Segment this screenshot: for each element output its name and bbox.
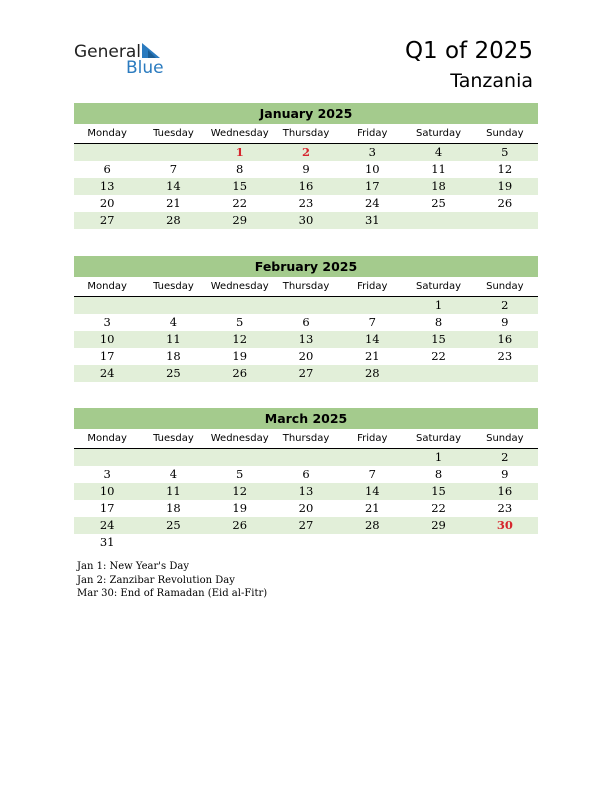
day-cell: 28 bbox=[166, 213, 181, 227]
weekday-label: Wednesday bbox=[210, 128, 269, 139]
day-cell bbox=[74, 144, 140, 161]
logo-text-blue: Blue bbox=[126, 58, 164, 78]
day-cell: 5 bbox=[236, 315, 244, 329]
day-cell: 30 bbox=[298, 213, 314, 227]
day-cell: 5 bbox=[236, 467, 244, 481]
day-cell: 21 bbox=[364, 349, 380, 363]
holiday-notes bbox=[77, 560, 267, 601]
week-row bbox=[74, 500, 538, 517]
month-title: March 2025 bbox=[74, 408, 538, 429]
day-cell: 10 bbox=[364, 162, 380, 176]
day-cell bbox=[74, 449, 140, 466]
day-cell: 19 bbox=[232, 349, 248, 363]
day-cell: 13 bbox=[99, 179, 115, 193]
day-cell: 14 bbox=[364, 332, 380, 346]
weekday-label: Thursday bbox=[282, 281, 330, 292]
week-row bbox=[74, 331, 538, 348]
day-cell bbox=[273, 297, 339, 314]
day-cell: 12 bbox=[497, 162, 513, 176]
day-cell bbox=[472, 534, 538, 551]
day-cell bbox=[472, 365, 538, 382]
day-cell: 15 bbox=[232, 179, 248, 193]
day-cell: 16 bbox=[497, 484, 513, 498]
day-cell: 9 bbox=[501, 467, 509, 481]
week-row bbox=[74, 314, 538, 331]
day-cell: 19 bbox=[232, 501, 248, 515]
day-cell: 16 bbox=[497, 332, 513, 346]
day-cell: 12 bbox=[232, 332, 248, 346]
day-cell: 2 bbox=[501, 298, 509, 312]
month-title: January 2025 bbox=[74, 103, 538, 124]
week-row bbox=[74, 483, 538, 500]
weekday-label: Sunday bbox=[486, 128, 524, 139]
weekday-label: Friday bbox=[357, 433, 388, 444]
day-cell: 25 bbox=[166, 518, 181, 532]
day-cell bbox=[472, 212, 538, 229]
day-cell: 4 bbox=[434, 145, 443, 159]
day-cell: 1 bbox=[434, 298, 443, 312]
day-cell: 18 bbox=[166, 349, 181, 363]
day-cell bbox=[74, 297, 140, 314]
day-cell bbox=[405, 365, 471, 382]
holiday-day-cell: 30 bbox=[496, 518, 513, 532]
month-calendar-february bbox=[74, 256, 538, 382]
day-cell bbox=[207, 534, 273, 551]
day-cell: 24 bbox=[99, 518, 115, 532]
day-cell: 4 bbox=[169, 467, 178, 481]
day-cell: 17 bbox=[99, 349, 115, 363]
weekday-label: Thursday bbox=[282, 128, 330, 139]
day-cell: 28 bbox=[364, 366, 380, 380]
day-cell: 29 bbox=[431, 518, 446, 532]
day-cell bbox=[405, 534, 471, 551]
day-cell: 12 bbox=[232, 484, 248, 498]
logo-text-general: General bbox=[74, 42, 141, 62]
day-cell: 8 bbox=[434, 315, 443, 329]
day-cell: 7 bbox=[368, 315, 376, 329]
week-row bbox=[74, 212, 538, 229]
day-cell bbox=[207, 449, 273, 466]
day-cell bbox=[405, 212, 471, 229]
day-cell: 5 bbox=[501, 145, 509, 159]
day-cell: 24 bbox=[99, 366, 115, 380]
day-cell: 23 bbox=[497, 349, 513, 363]
weekday-label: Wednesday bbox=[210, 433, 269, 444]
weekday-label: Friday bbox=[357, 128, 388, 139]
day-cell: 20 bbox=[99, 196, 115, 210]
day-cell: 28 bbox=[364, 518, 380, 532]
day-cell: 8 bbox=[236, 162, 244, 176]
day-cell: 13 bbox=[298, 332, 314, 346]
day-cell: 26 bbox=[232, 366, 248, 380]
day-cell: 25 bbox=[431, 196, 446, 210]
day-cell: 14 bbox=[166, 179, 181, 193]
weekday-label: Thursday bbox=[282, 433, 330, 444]
day-cell bbox=[140, 449, 206, 466]
weekday-label: Saturday bbox=[416, 281, 462, 292]
day-cell bbox=[140, 297, 206, 314]
weekday-label: Sunday bbox=[486, 281, 524, 292]
day-cell: 21 bbox=[364, 501, 380, 515]
day-cell: 3 bbox=[103, 467, 111, 481]
holiday-day-cell: 2 bbox=[301, 145, 310, 159]
holiday-note: Mar 30: End of Ramadan (Eid al-Fitr) bbox=[77, 588, 268, 599]
weekday-label: Saturday bbox=[416, 433, 462, 444]
week-row bbox=[74, 195, 538, 212]
day-cell: 6 bbox=[302, 467, 310, 481]
generalblue-logo bbox=[74, 42, 174, 78]
week-row bbox=[74, 178, 538, 195]
weekday-label: Wednesday bbox=[210, 281, 269, 292]
day-cell: 31 bbox=[364, 213, 380, 227]
week-row bbox=[74, 348, 538, 365]
week-row bbox=[74, 449, 538, 466]
day-cell bbox=[339, 449, 405, 466]
day-cell: 17 bbox=[99, 501, 115, 515]
day-cell: 3 bbox=[103, 315, 111, 329]
weekday-header-row bbox=[74, 124, 538, 144]
day-cell: 19 bbox=[497, 179, 513, 193]
day-cell bbox=[140, 144, 206, 161]
week-row bbox=[74, 517, 538, 534]
weekday-header-row bbox=[74, 277, 538, 297]
day-cell: 26 bbox=[497, 196, 513, 210]
day-cell: 27 bbox=[99, 213, 115, 227]
month-calendar-march bbox=[74, 408, 538, 551]
week-row bbox=[74, 466, 538, 483]
day-cell: 16 bbox=[298, 179, 314, 193]
holiday-note: Jan 2: Zanzibar Revolution Day bbox=[77, 574, 235, 586]
day-cell: 7 bbox=[169, 162, 178, 176]
day-cell: 27 bbox=[298, 366, 314, 380]
week-row bbox=[74, 297, 538, 314]
day-cell bbox=[207, 297, 273, 314]
week-row bbox=[74, 365, 538, 382]
week-row bbox=[74, 144, 538, 161]
day-cell: 31 bbox=[99, 535, 115, 549]
weekday-label: Monday bbox=[87, 128, 127, 139]
day-cell: 7 bbox=[368, 467, 376, 481]
day-cell: 22 bbox=[431, 501, 446, 515]
day-cell: 9 bbox=[302, 162, 310, 176]
day-cell: 11 bbox=[431, 162, 446, 176]
day-cell bbox=[273, 534, 339, 551]
day-cell: 15 bbox=[431, 332, 446, 346]
weekday-header-row bbox=[74, 429, 538, 449]
weekday-label: Sunday bbox=[486, 433, 524, 444]
day-cell: 25 bbox=[166, 366, 181, 380]
day-cell: 11 bbox=[166, 332, 181, 346]
holiday-day-cell: 1 bbox=[235, 145, 244, 159]
weekday-label: Friday bbox=[357, 281, 388, 292]
day-cell: 10 bbox=[99, 484, 115, 498]
weekday-label: Tuesday bbox=[153, 128, 194, 139]
day-cell: 1 bbox=[434, 450, 443, 464]
weekday-label: Tuesday bbox=[153, 433, 194, 444]
week-row bbox=[74, 161, 538, 178]
day-cell: 27 bbox=[298, 518, 314, 532]
holiday-note: Jan 1: New Year's Day bbox=[77, 561, 189, 572]
day-cell: 13 bbox=[298, 484, 314, 498]
day-cell: 6 bbox=[103, 162, 111, 176]
day-cell bbox=[140, 534, 206, 551]
day-cell: 24 bbox=[364, 196, 380, 210]
weekday-label: Saturday bbox=[416, 128, 462, 139]
day-cell: 26 bbox=[232, 518, 248, 532]
day-cell: 6 bbox=[302, 315, 310, 329]
day-cell: 14 bbox=[364, 484, 380, 498]
day-cell: 4 bbox=[169, 315, 178, 329]
day-cell: 11 bbox=[166, 484, 181, 498]
day-cell: 21 bbox=[166, 196, 181, 210]
day-cell: 9 bbox=[501, 315, 509, 329]
day-cell: 20 bbox=[298, 501, 314, 515]
weekday-label: Monday bbox=[87, 433, 127, 444]
day-cell: 23 bbox=[298, 196, 314, 210]
month-calendar-january bbox=[74, 103, 538, 229]
day-cell bbox=[339, 534, 405, 551]
day-cell: 23 bbox=[497, 501, 513, 515]
day-cell: 20 bbox=[298, 349, 314, 363]
day-cell bbox=[273, 449, 339, 466]
day-cell: 15 bbox=[431, 484, 446, 498]
weekday-label: Tuesday bbox=[153, 281, 194, 292]
day-cell: 22 bbox=[431, 349, 446, 363]
weekday-label: Monday bbox=[87, 281, 127, 292]
month-title: February 2025 bbox=[74, 256, 538, 277]
day-cell: 18 bbox=[166, 501, 181, 515]
day-cell: 2 bbox=[501, 450, 509, 464]
page-title: Q1 of 2025 bbox=[404, 38, 533, 64]
week-row bbox=[74, 534, 538, 551]
day-cell bbox=[339, 297, 405, 314]
country-name: Tanzania bbox=[450, 70, 533, 92]
day-cell: 29 bbox=[232, 213, 248, 227]
day-cell: 10 bbox=[99, 332, 115, 346]
day-cell: 8 bbox=[434, 467, 443, 481]
day-cell: 18 bbox=[431, 179, 446, 193]
day-cell: 17 bbox=[364, 179, 380, 193]
logo-triangle-icon bbox=[140, 43, 162, 59]
day-cell: 22 bbox=[232, 196, 248, 210]
day-cell: 3 bbox=[368, 145, 376, 159]
